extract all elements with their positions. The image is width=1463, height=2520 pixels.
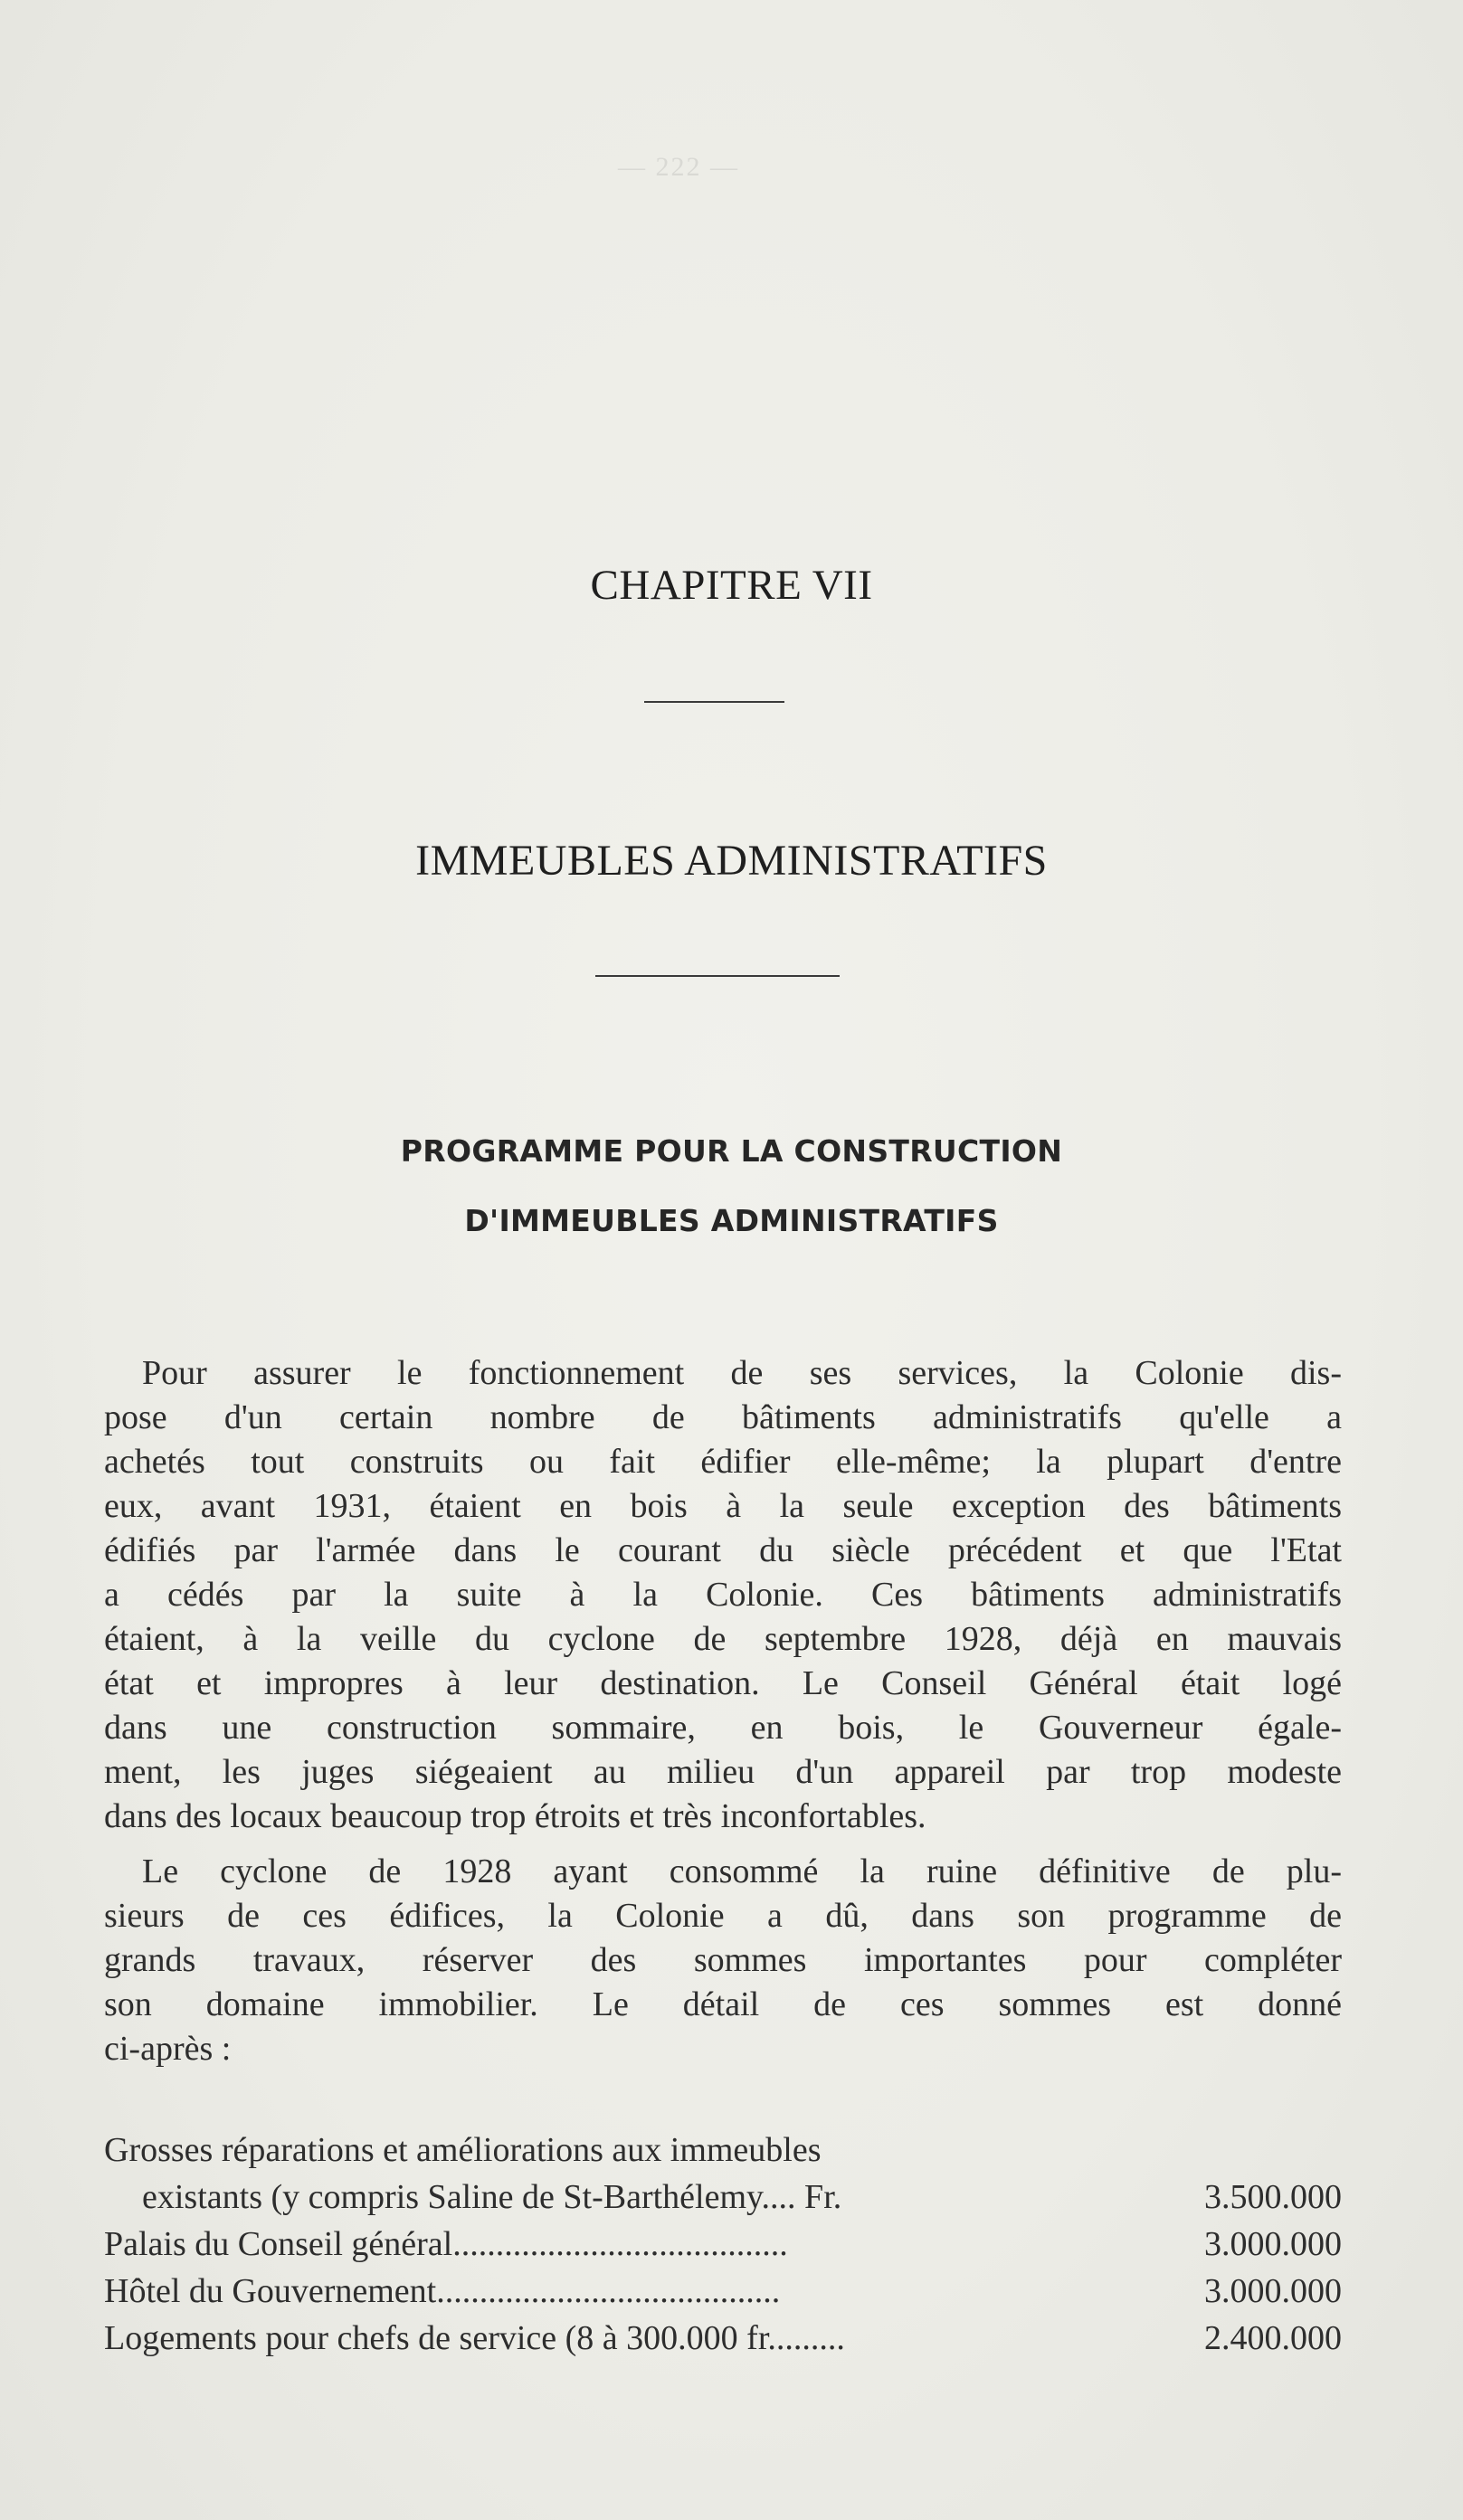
paragraph-line: sieurs de ces édifices, la Colonie a dû, dans son programme de [104, 1897, 1342, 1935]
cost-row [104, 2127, 1342, 2173]
cost-row [104, 2269, 1342, 2314]
paragraph-line: a cédés par la suite à la Colonie. Ces bâtiments administratifs [104, 1576, 1342, 1614]
divider [644, 701, 784, 703]
paragraph-line: édifiés par l'armée dans le courant du siècle précédent et que l'Etat [104, 1531, 1342, 1569]
paragraph-line: étaient, à la veille du cyclone de septembre 1928, déjà en mauvais [104, 1620, 1342, 1658]
paragraph-line: achetés tout construits ou fait édifier elle-même; la plupart d'entre [104, 1443, 1342, 1481]
cost-row [104, 2222, 1342, 2267]
page-number: — 222 — [618, 152, 739, 182]
paragraph-line: ment, les juges siégeaient au milieu d'un appareil par trop modeste [104, 1753, 1342, 1791]
cost-label: Palais du Conseil général....................................... [104, 2225, 788, 2263]
chapter-title: IMMEUBLES ADMINISTRATIFS [415, 837, 1048, 885]
programme-title-line-1: PROGRAMME POUR LA CONSTRUCTION [400, 1133, 1063, 1169]
paragraph-line: dans une construction sommaire, en bois, le Gouverneur égale- [104, 1709, 1342, 1747]
cost-row [104, 2316, 1342, 2361]
cost-label: Logements pour chefs de service (8 à 300.000 fr......... [104, 2319, 845, 2357]
paragraph-line: état et impropres à leur destination. Le Conseil Général était logé [104, 1664, 1342, 1702]
divider [595, 975, 840, 977]
cost-amount: 2.400.000 [1204, 2319, 1342, 2357]
cost-label: Grosses réparations et améliorations aux immeubles [104, 2131, 822, 2169]
cost-row [104, 2174, 1342, 2220]
paragraph-line: son domaine immobilier. Le détail de ces sommes est donné [104, 1985, 1342, 2023]
paragraph-line: dans des locaux beaucoup trop étroits et très inconfortables. [104, 1797, 926, 1835]
cost-amount [1161, 2127, 1342, 2173]
programme-title-line-2: D'IMMEUBLES ADMINISTRATIFS [464, 1203, 999, 1238]
paragraph-line: pose d'un certain nombre de bâtiments administratifs qu'elle a [104, 1398, 1342, 1436]
paragraph-line: Pour assurer le fonctionnement de ses services, la Colonie dis- [142, 1354, 1342, 1392]
cost-label: existants (y compris Saline de St-Barthélemy.... Fr. [142, 2178, 842, 2216]
cost-amount: 3.500.000 [1204, 2178, 1342, 2216]
cost-amount: 3.000.000 [1204, 2272, 1342, 2310]
paragraph-line: Le cyclone de 1928 ayant consommé la ruine définitive de plu- [142, 1852, 1342, 1890]
paragraph-line: eux, avant 1931, étaient en bois à la seule exception des bâtiments [104, 1487, 1342, 1525]
paragraph-line: ci-après : [104, 2030, 232, 2068]
cost-amount: 3.000.000 [1204, 2225, 1342, 2263]
cost-label: Hôtel du Gouvernement........................................ [104, 2272, 781, 2310]
chapter-number: CHAPITRE VII [590, 562, 873, 609]
paragraph-line: grands travaux, réserver des sommes importantes pour compléter [104, 1941, 1342, 1979]
